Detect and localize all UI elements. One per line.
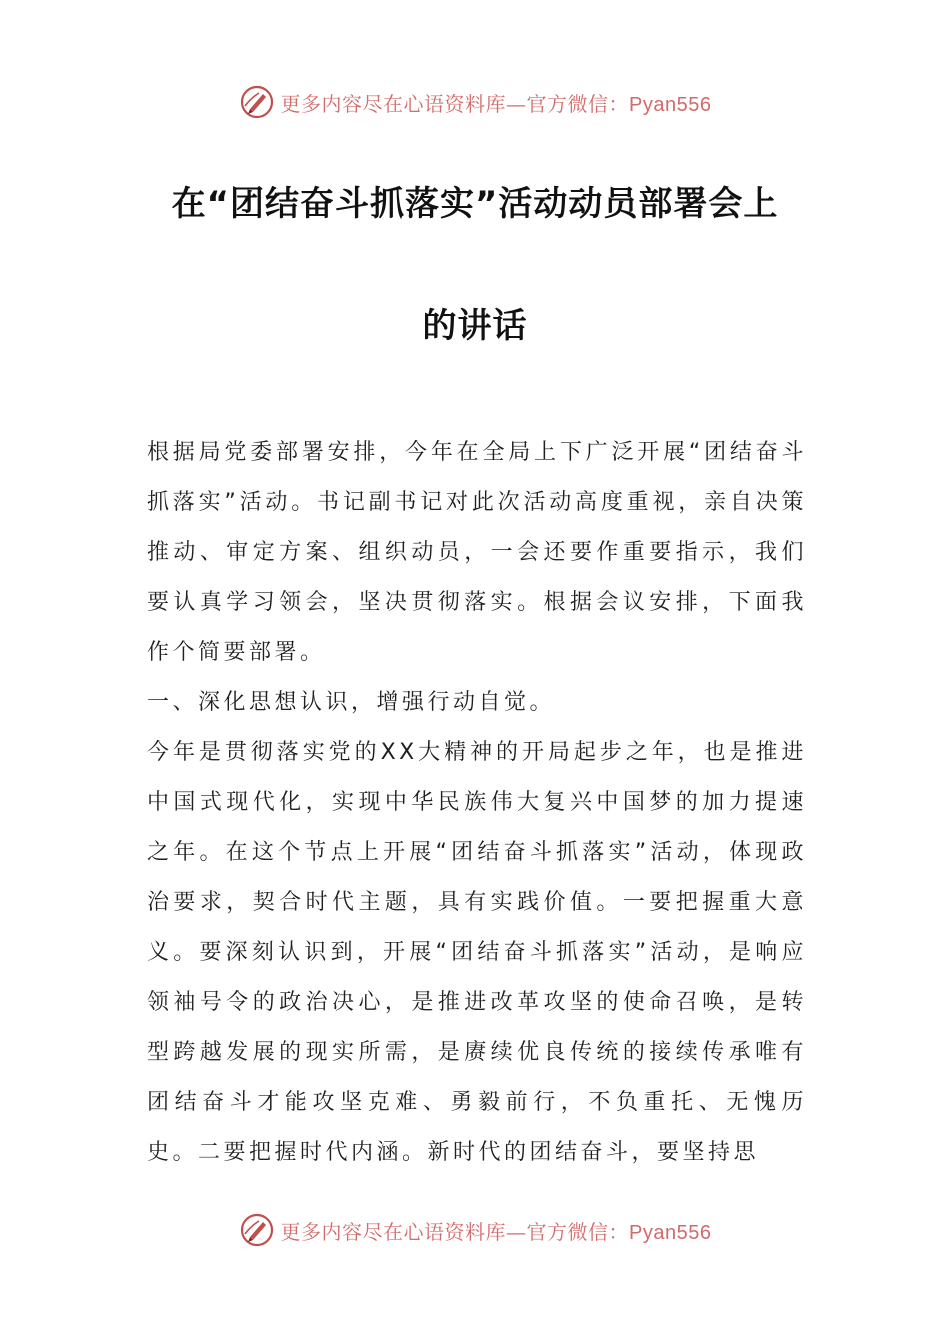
header-watermark-text: 更多内容尽在心语资料库—官方微信：Pyan556 xyxy=(280,91,712,116)
wechat-handle: Pyan556 xyxy=(629,1221,712,1244)
footer-watermark-banner xyxy=(0,1210,950,1250)
document-body xyxy=(147,428,807,1178)
section-heading-1: 一、深化思想认识，增强行动自觉。 xyxy=(147,690,556,715)
header-watermark-banner xyxy=(0,82,950,122)
paragraph-intro: 根据局党委部署安排，今年在全局上下广泛开展“团结奋斗抓落实”活动。书记副书记对此次活动高度重视，亲自决策推动、审定方案、组织动员，一会还要作重要指示，我们要认真学习领会，坚决贯彻落实。根据会议安排，下面我作个简要部署。 xyxy=(147,440,807,665)
pen-logo-icon xyxy=(239,1212,275,1248)
document-title-line-1: 在“团结奋斗抓落实”活动动员部署会上 xyxy=(171,184,779,224)
paragraph-section-1: 今年是贯彻落实党的XX大精神的开局起步之年，也是推进中国式现代化，实现中华民族伟大复兴中国梦的加力提速之年。在这个节点上开展“团结奋斗抓落实”活动，体现政治要求，契合时代主题，具有实践价值。一要把握重大意义。要深刻认识到，开展“团结奋斗抓落实”活动，是响应领袖号令的政治决心，是推进改革攻坚的使命召唤，是转型跨越发展的现实所需，是赓续优良传统的接续传承唯有团结奋斗才能攻坚克难、勇毅前行，不负重托、无愧历史。二要把握时代内涵。新时代的团结奋斗，要坚持思 xyxy=(147,740,807,1165)
footer-watermark-text: 更多内容尽在心语资料库—官方微信：Pyan556 xyxy=(280,1219,712,1244)
pen-logo-icon xyxy=(239,84,275,120)
document-title-line-2: 的讲话 xyxy=(422,306,528,346)
wechat-handle: Pyan556 xyxy=(629,93,712,116)
